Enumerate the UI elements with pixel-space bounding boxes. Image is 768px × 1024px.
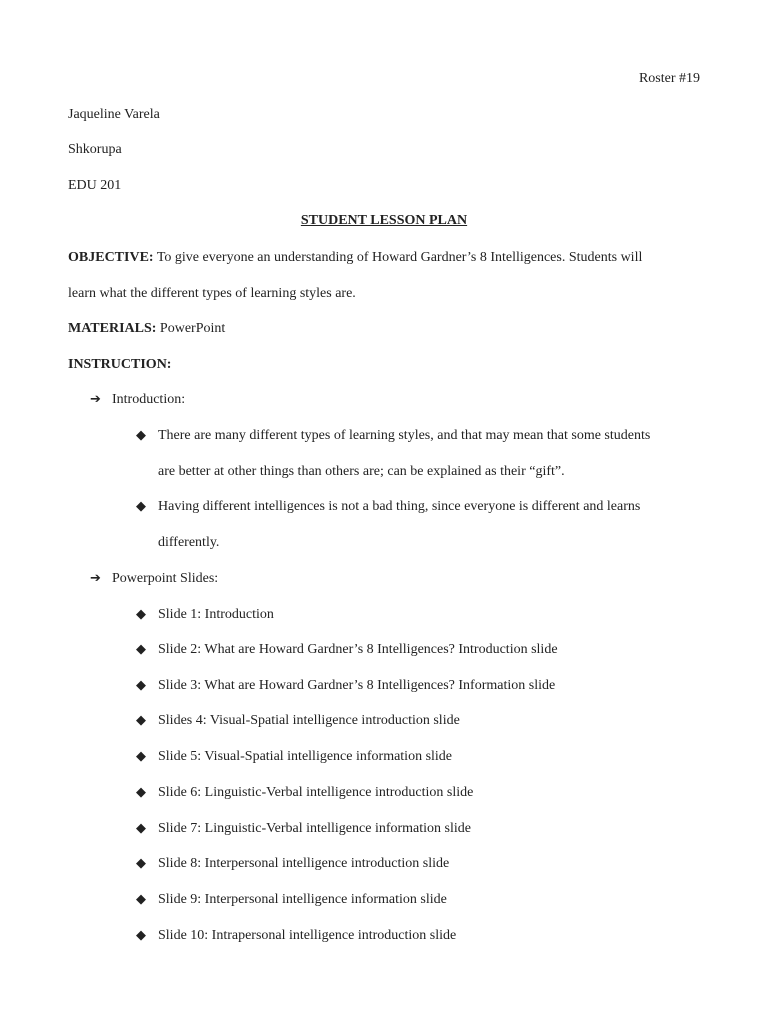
list-item-text: Slide 8: Interpersonal intelligence introduction slide (158, 856, 450, 871)
list-item (136, 927, 456, 945)
list-item (136, 427, 650, 445)
objective-label: OBJECTIVE: (68, 250, 154, 265)
diamond-bullet-icon: ◆ (136, 499, 146, 514)
list-item-text: There are many different types of learning styles, and that may mean that some students (158, 428, 651, 443)
course-code: EDU 201 (68, 178, 122, 193)
diamond-bullet-icon: ◆ (136, 642, 146, 657)
list-item (136, 677, 555, 695)
list-item-continuation: are better at other things than others are; can be explained as their “gift”. (158, 464, 565, 479)
diamond-bullet-icon: ◆ (136, 821, 146, 836)
list-item-text: Slide 2: What are Howard Gardner’s 8 Intelligences? Introduction slide (158, 642, 558, 657)
materials-text: PowerPoint (156, 321, 226, 336)
list-item (136, 891, 447, 909)
list-item (136, 641, 558, 659)
list-item-continuation: differently. (158, 535, 220, 550)
diamond-bullet-icon: ◆ (136, 856, 146, 871)
list-item-text: Slide 6: Linguistic-Verbal intelligence introduction slide (158, 785, 474, 800)
list-item (136, 784, 473, 802)
list-item (136, 748, 452, 766)
list-item-text: Slide 3: What are Howard Gardner’s 8 Intelligences? Information slide (158, 678, 556, 693)
objective-line-1 (68, 249, 642, 267)
list-item (136, 855, 449, 873)
diamond-bullet-icon: ◆ (136, 785, 146, 800)
materials-line (68, 320, 225, 338)
list-item-text: Slides 4: Visual-Spatial intelligence introduction slide (158, 713, 460, 728)
list-item-text: Slide 10: Intrapersonal intelligence introduction slide (158, 928, 457, 943)
list-item (136, 820, 471, 838)
diamond-bullet-icon: ◆ (136, 607, 146, 622)
diamond-bullet-icon: ◆ (136, 428, 146, 443)
diamond-bullet-icon: ◆ (136, 749, 146, 764)
diamond-bullet-icon: ◆ (136, 678, 146, 693)
arrow-icon: ➔ (90, 392, 101, 407)
diamond-bullet-icon: ◆ (136, 892, 146, 907)
objective-text-1: To give everyone an understanding of Howard Gardner’s 8 Intelligences. Students will (153, 250, 643, 265)
list-item (136, 606, 274, 624)
instruction-label: INSTRUCTION: (68, 357, 172, 372)
list-item-text: Slide 5: Visual-Spatial intelligence information slide (158, 749, 453, 764)
diamond-bullet-icon: ◆ (136, 713, 146, 728)
diamond-bullet-icon: ◆ (136, 928, 146, 943)
list-item (136, 498, 640, 516)
arrow-icon: ➔ (90, 571, 101, 586)
section-label: Introduction: (112, 392, 186, 407)
section-introduction (90, 391, 185, 409)
list-item-text: Slide 9: Interpersonal intelligence information slide (158, 892, 447, 907)
list-item (136, 712, 460, 730)
materials-label: MATERIALS: (68, 321, 157, 336)
section-powerpoint-slides (90, 570, 218, 588)
document-title: STUDENT LESSON PLAN (300, 213, 468, 228)
section-label: Powerpoint Slides: (112, 571, 219, 586)
roster-number: Roster #19 (638, 71, 700, 86)
list-item-text: Slide 1: Introduction (158, 607, 274, 622)
objective-text-2: learn what the different types of learning styles are. (68, 286, 356, 301)
list-item-text: Slide 7: Linguistic-Verbal intelligence information slide (158, 821, 471, 836)
student-name: Jaqueline Varela (68, 107, 160, 122)
instructor-name: Shkorupa (68, 142, 122, 157)
list-item-text: Having different intelligences is not a bad thing, since everyone is different and learns (158, 499, 641, 514)
